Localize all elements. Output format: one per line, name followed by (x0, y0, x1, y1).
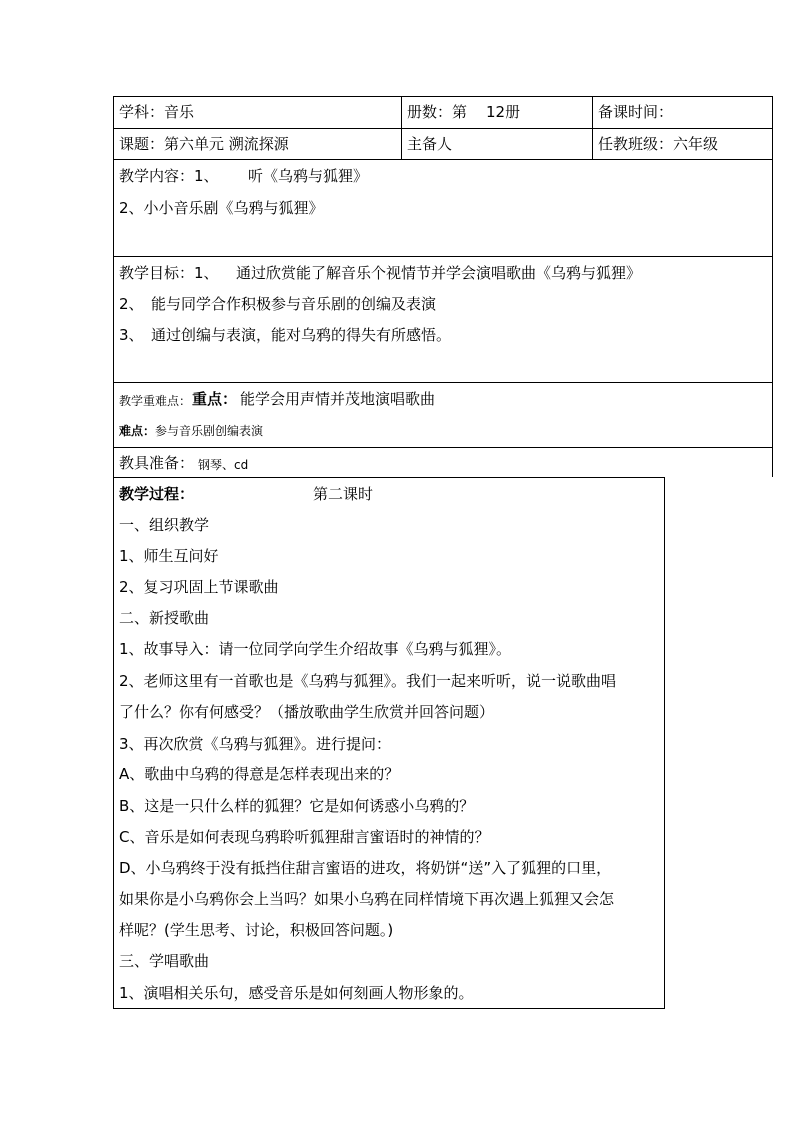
table-line (113, 159, 773, 160)
content-item-1: 听《乌鸦与狐狸》 (248, 167, 369, 185)
objective-3: 通过创编与表演，能对乌鸦的得失有所感悟。 (151, 326, 452, 344)
keypoints-label: 教学重难点： (119, 394, 192, 408)
table-line (113, 256, 773, 257)
subject-cell: 学科：音乐 (119, 103, 195, 121)
objective-2-num: 2、 (119, 295, 144, 313)
key-point-text: 能学会用声情并茂地演唱歌曲 (240, 390, 436, 408)
table-border-left (113, 96, 114, 477)
process-line: D、小乌鸦终于没有抵挡住甜言蜜语的进攻，将奶饼“送”入了狐狸的口里， (119, 859, 612, 877)
objective-2: 能与同学合作积极参与音乐剧的创编及表演 (151, 295, 437, 313)
difficult-point-label: 难点： (119, 424, 156, 438)
process-line: C、音乐是如何表现乌鸦聆听狐狸甜言蜜语时的神情的？ (119, 828, 490, 846)
table-divider (592, 96, 593, 160)
preparer-cell: 主备人 (407, 135, 453, 153)
process-line: 1、师生互问好 (119, 547, 219, 565)
objective-3-num: 3、 (119, 326, 144, 344)
equipment-text: 钢琴、cd (198, 458, 249, 472)
equipment-label: 教具准备： (119, 454, 195, 472)
process-line: 1、故事导入：请一位同学向学生介绍故事《乌鸦与狐狸》。 (119, 640, 512, 658)
prep-time-cell: 备课时间： (598, 103, 674, 121)
process-line: 三、学唱歌曲 (119, 952, 210, 970)
table-border-top (113, 96, 773, 97)
process-line: A、歌曲中乌鸦的得意是怎样表现出来的？ (119, 765, 400, 783)
objective-1: 通过欣赏能了解音乐个视情节并学会演唱歌曲《乌鸦与狐狸》 (236, 264, 642, 282)
volume-number: 12册 (486, 103, 521, 121)
process-box-right (664, 477, 665, 1009)
process-line: 2、老师这里有一首歌也是《乌鸦与狐狸》。我们一起来听听，说一说歌曲唱 (119, 672, 617, 690)
process-box-top (113, 477, 665, 478)
process-period: 第二课时 (313, 485, 374, 503)
process-line: 2、复习巩固上节课歌曲 (119, 578, 279, 596)
content-item-2: 2、小小音乐剧《乌鸦与狐狸》 (119, 199, 324, 217)
process-box-bottom (113, 1008, 665, 1009)
table-line (113, 382, 773, 383)
process-line: 一、组织教学 (119, 516, 210, 534)
process-line: 样呢？(学生思考、讨论，积极回答问题。) (119, 921, 394, 939)
class-cell: 任教班级：六年级 (598, 135, 719, 153)
process-line: 了什么？你有何感受？（播放歌曲学生欣赏并回答问题） (119, 703, 495, 721)
process-box-left (113, 477, 114, 1009)
table-line (113, 447, 773, 448)
process-line: 1、演唱相关乐句，感受音乐是如何刻画人物形象的。 (119, 984, 474, 1002)
table-border-right (772, 96, 773, 477)
content-label: 教学内容：1、 (119, 167, 219, 185)
key-point-label: 重点： (192, 390, 238, 408)
objectives-label: 教学目标：1、 (119, 264, 219, 282)
process-title: 教学过程： (119, 485, 195, 503)
table-line (113, 128, 773, 129)
process-line: 二、新授歌曲 (119, 609, 210, 627)
process-line: 3、再次欣赏《乌鸦与狐狸》。进行提问： (119, 735, 392, 753)
process-line: B、这是一只什么样的狐狸？它是如何诱惑小乌鸦的？ (119, 797, 475, 815)
process-line: 如果你是小乌鸦你会上当吗？如果小乌鸦在同样情境下再次遇上狐狸又会怎 (119, 890, 615, 908)
difficult-point-text: 参与音乐剧创编表演 (155, 424, 264, 438)
table-divider (401, 96, 402, 160)
topic-cell: 课题：第六单元 溯流探源 (119, 135, 289, 153)
volume-label: 册数：第 (407, 103, 468, 121)
